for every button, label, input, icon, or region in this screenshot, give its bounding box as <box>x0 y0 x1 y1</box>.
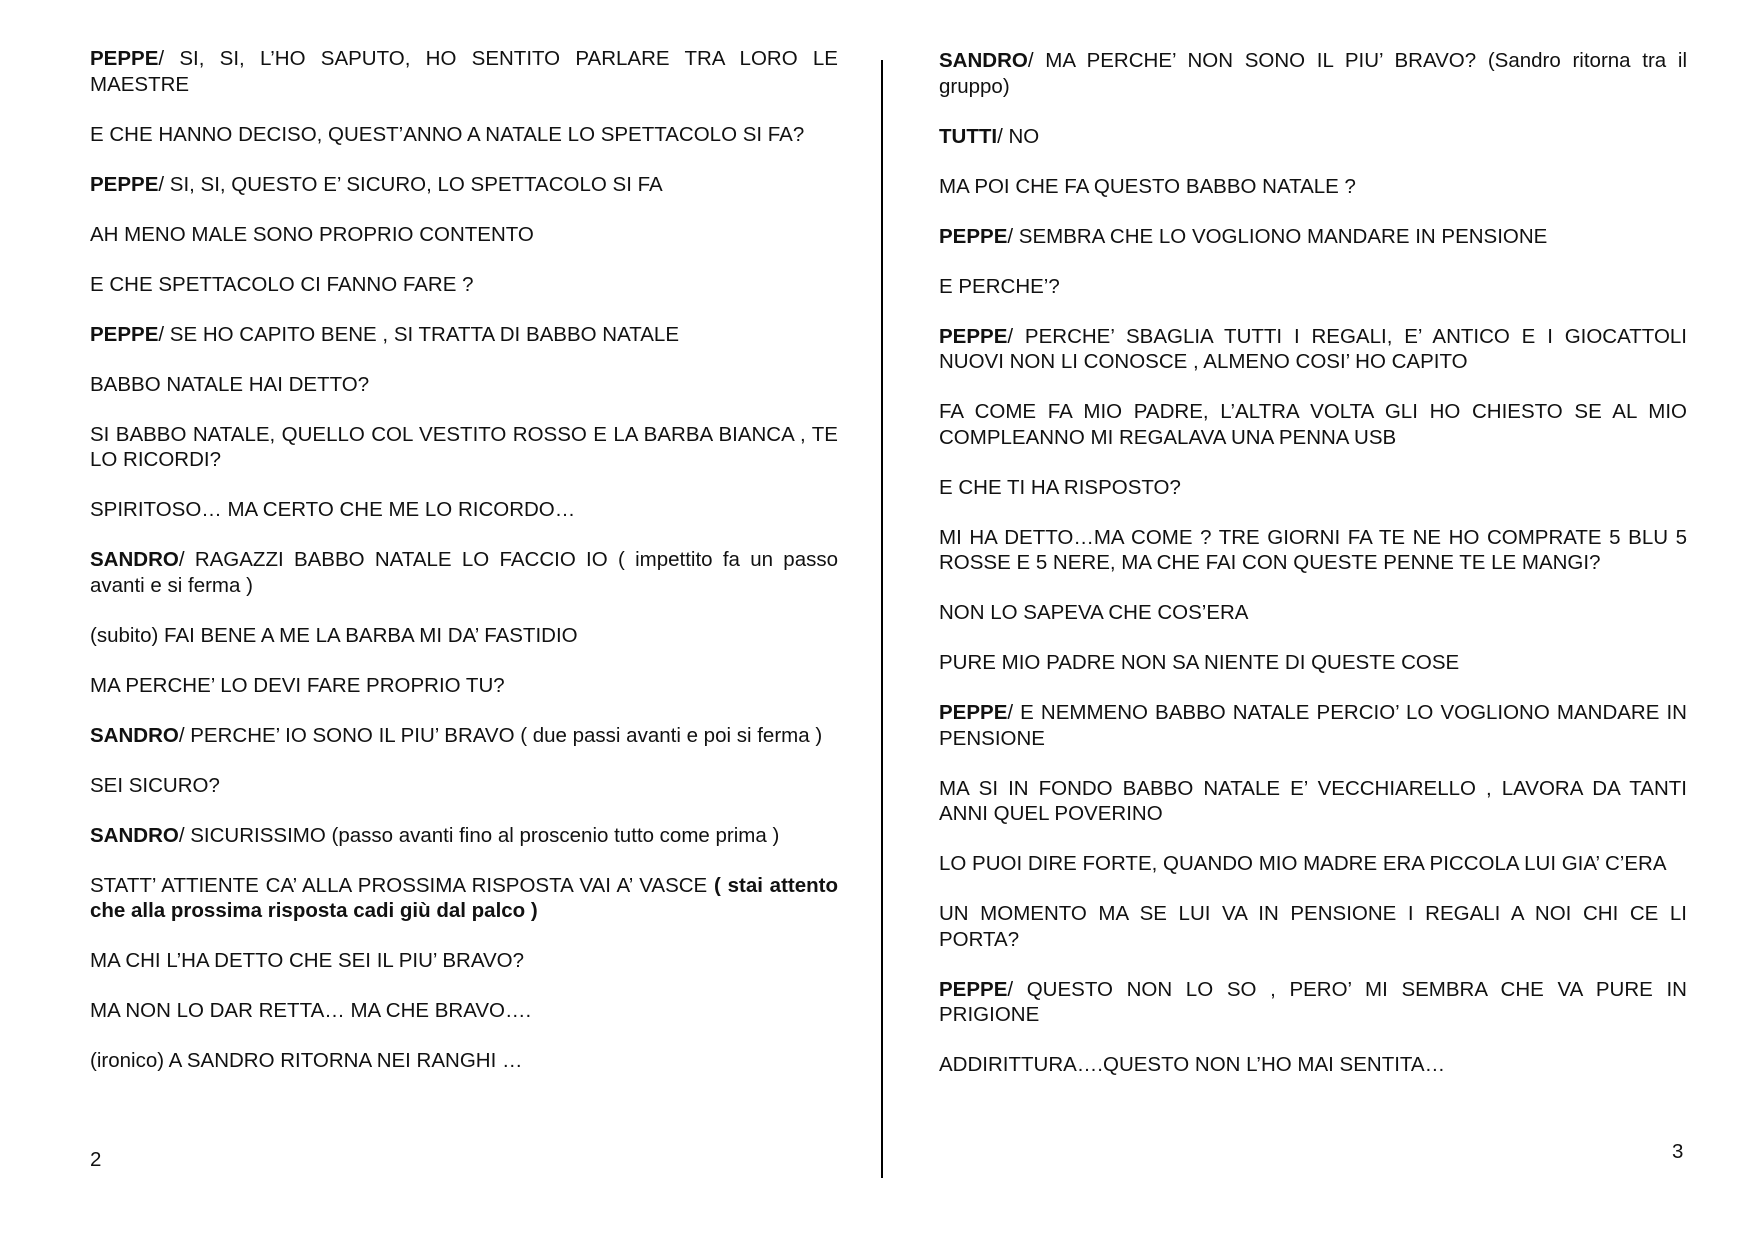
dialogue-paragraph <box>939 851 1687 877</box>
dialogue-text: MI HA DETTO…MA COME ? TRE GIORNI FA TE NE HO COMPRATE 5 BLU 5 ROSSE E 5 NERE, MA CHE FAI CON QUESTE PENNE TE LE MANGI? <box>939 525 1687 574</box>
dialogue-text: BABBO NATALE HAI DETTO? <box>90 372 370 396</box>
dialogue-text: STATT’ ATTIENTE CA’ ALLA PROSSIMA RISPOSTA VAI A’ VASCE <box>90 873 714 897</box>
dialogue-text: E CHE TI HA RISPOSTO? <box>939 475 1181 499</box>
dialogue-text: (subito) FAI BENE A ME LA BARBA MI DA’ FASTIDIO <box>90 623 578 647</box>
dialogue-text: SI, SI, QUESTO E’ SICURO, LO SPETTACOLO SI FA <box>169 172 663 196</box>
speaker-separator: / <box>178 723 191 747</box>
dialogue-paragraph <box>90 1048 838 1074</box>
dialogue-text: MA PERCHE’ NON SONO IL PIU’ BRAVO? (Sandro ritorna tra il gruppo) <box>939 49 1687 98</box>
dialogue-text: SEMBRA CHE LO VOGLIONO MANDARE IN PENSIONE <box>1018 224 1548 248</box>
speaker-name: PEPPE <box>90 322 159 346</box>
dialogue-paragraph <box>939 700 1687 751</box>
speaker-name: PEPPE <box>939 324 1008 348</box>
dialogue-paragraph <box>939 650 1687 676</box>
speaker-name: TUTTI <box>939 124 998 148</box>
speaker-separator: / <box>158 47 180 70</box>
dialogue-text: (ironico) A SANDRO RITORNA NEI RANGHI … <box>90 1049 523 1072</box>
speaker-name: SANDRO <box>90 723 179 747</box>
dialogue-paragraph <box>939 324 1687 375</box>
speaker-name: PEPPE <box>939 977 1008 1001</box>
speaker-name: PEPPE <box>90 47 159 70</box>
speaker-name: SANDRO <box>939 49 1028 72</box>
dialogue-paragraph <box>90 322 838 348</box>
speaker-name: PEPPE <box>939 701 1008 724</box>
dialogue-paragraph <box>90 547 838 598</box>
dialogue-text: FA COME FA MIO PADRE, L’ALTRA VOLTA GLI HO CHIESTO SE AL MIO COMPLEANNO MI REGALAVA UNA PENNA USB <box>939 400 1687 449</box>
dialogue-paragraph <box>939 399 1687 450</box>
dialogue-text: SE HO CAPITO BENE , SI TRATTA DI BABBO NATALE <box>169 322 679 346</box>
dialogue-paragraph <box>939 48 1687 99</box>
dialogue-paragraph <box>939 600 1687 626</box>
dialogue-text: MA CHI L’HA DETTO CHE SEI IL PIU’ BRAVO? <box>90 949 525 972</box>
page-number-left: 2 <box>90 1148 102 1171</box>
speaker-separator: / <box>1007 977 1027 1001</box>
speaker-separator: / <box>158 322 170 346</box>
dialogue-paragraph <box>90 873 838 924</box>
speaker-name: SANDRO <box>90 548 179 571</box>
dialogue-paragraph <box>90 372 838 398</box>
dialogue-paragraph <box>90 998 838 1024</box>
dialogue-paragraph <box>939 977 1687 1028</box>
speaker-name: PEPPE <box>90 172 159 196</box>
dialogue-text: MA PERCHE’ LO DEVI FARE PROPRIO TU? <box>90 673 505 697</box>
dialogue-paragraph <box>90 272 838 298</box>
dialogue-text: E CHE HANNO DECISO, QUEST’ANNO A NATALE LO SPETTACOLO SI FA? <box>90 122 805 146</box>
dialogue-paragraph <box>939 274 1687 300</box>
speaker-separator: / <box>1027 49 1046 72</box>
dialogue-text: SPIRITOSO… MA CERTO CHE ME LO RICORDO… <box>90 498 576 521</box>
speaker-separator: / <box>1007 701 1021 724</box>
page-number-right: 3 <box>1672 1140 1684 1163</box>
dialogue-text: LO PUOI DIRE FORTE, QUANDO MIO MADRE ERA PICCOLA LUI GIA’ C’ERA <box>939 852 1667 875</box>
dialogue-text: QUESTO NON LO SO , PERO’ MI SEMBRA CHE VA PURE IN PRIGIONE <box>939 977 1687 1026</box>
dialogue-paragraph <box>90 723 838 749</box>
dialogue-paragraph <box>90 823 838 849</box>
dialogue-text: RAGAZZI BABBO NATALE LO FACCIO IO ( impettito fa un passo avanti e si ferma ) <box>90 548 838 597</box>
dialogue-text: PURE MIO PADRE NON SA NIENTE DI QUESTE COSE <box>939 651 1460 674</box>
dialogue-paragraph <box>90 172 838 198</box>
dialogue-text: E NEMMENO BABBO NATALE PERCIO’ LO VOGLIONO MANDARE IN PENSIONE <box>939 701 1687 750</box>
speaker-separator: / <box>1007 224 1019 248</box>
dialogue-paragraph <box>939 124 1687 150</box>
dialogue-text: NO <box>1008 124 1040 148</box>
dialogue-paragraph <box>939 525 1687 576</box>
stage-direction-bold: ( stai attento che alla prossima risposta cadi giù dal palco ) <box>90 873 838 922</box>
dialogue-text: SICURISSIMO (passo avanti fino al proscenio tutto come prima ) <box>190 823 780 847</box>
dialogue-text: UN MOMENTO MA SE LUI VA IN PENSIONE I REGALI A NOI CHI CE LI PORTA? <box>939 902 1687 951</box>
dialogue-text: MA SI IN FONDO BABBO NATALE E’ VECCHIARELLO , LAVORA DA TANTI ANNI QUEL POVERINO <box>939 776 1687 825</box>
dialogue-paragraph <box>90 623 838 649</box>
dialogue-text: E CHE SPETTACOLO CI FANNO FARE ? <box>90 272 474 296</box>
dialogue-paragraph <box>90 422 838 473</box>
speaker-separator: / <box>178 548 195 571</box>
dialogue-text: E PERCHE’? <box>939 274 1060 298</box>
dialogue-paragraph <box>90 497 838 523</box>
dialogue-paragraph <box>90 773 838 799</box>
dialogue-text: NON LO SAPEVA CHE COS’ERA <box>939 601 1249 624</box>
dialogue-paragraph <box>939 475 1687 501</box>
dialogue-paragraph <box>90 222 838 248</box>
dialogue-text: SI, SI, L’HO SAPUTO, HO SENTITO PARLARE TRA LORO LE MAESTRE <box>90 47 838 96</box>
dialogue-text: AH MENO MALE SONO PROPRIO CONTENTO <box>90 222 534 246</box>
dialogue-paragraph <box>939 776 1687 827</box>
left-page <box>90 46 838 1098</box>
speaker-separator: / <box>1007 324 1025 348</box>
page-divider <box>881 60 883 1178</box>
speaker-name: PEPPE <box>939 224 1008 248</box>
speaker-name: SANDRO <box>90 823 179 847</box>
speaker-separator: / <box>997 124 1009 148</box>
dialogue-paragraph <box>90 122 838 148</box>
dialogue-text: PERCHE’ IO SONO IL PIU’ BRAVO ( due passi avanti e poi si ferma ) <box>190 723 823 747</box>
dialogue-paragraph <box>939 1052 1687 1078</box>
dialogue-paragraph <box>939 174 1687 200</box>
dialogue-text: ADDIRITTURA….QUESTO NON L’HO MAI SENTITA… <box>939 1053 1446 1076</box>
dialogue-text: SI BABBO NATALE, QUELLO COL VESTITO ROSSO E LA BARBA BIANCA , TE LO RICORDI? <box>90 422 838 471</box>
dialogue-text: SEI SICURO? <box>90 773 220 797</box>
dialogue-text: PERCHE’ SBAGLIA TUTTI I REGALI, E’ ANTICO E I GIOCATTOLI NUOVI NON LI CONOSCE , ALMENO COSI’ HO CAPITO <box>939 324 1687 373</box>
dialogue-paragraph <box>939 901 1687 952</box>
right-page <box>939 48 1687 1102</box>
dialogue-paragraph <box>90 948 838 974</box>
dialogue-paragraph <box>939 224 1687 250</box>
dialogue-text: MA POI CHE FA QUESTO BABBO NATALE ? <box>939 174 1356 198</box>
speaker-separator: / <box>158 172 170 196</box>
speaker-separator: / <box>178 823 191 847</box>
dialogue-paragraph <box>90 46 838 97</box>
dialogue-paragraph <box>90 673 838 699</box>
dialogue-text: MA NON LO DAR RETTA… MA CHE BRAVO…. <box>90 999 532 1022</box>
